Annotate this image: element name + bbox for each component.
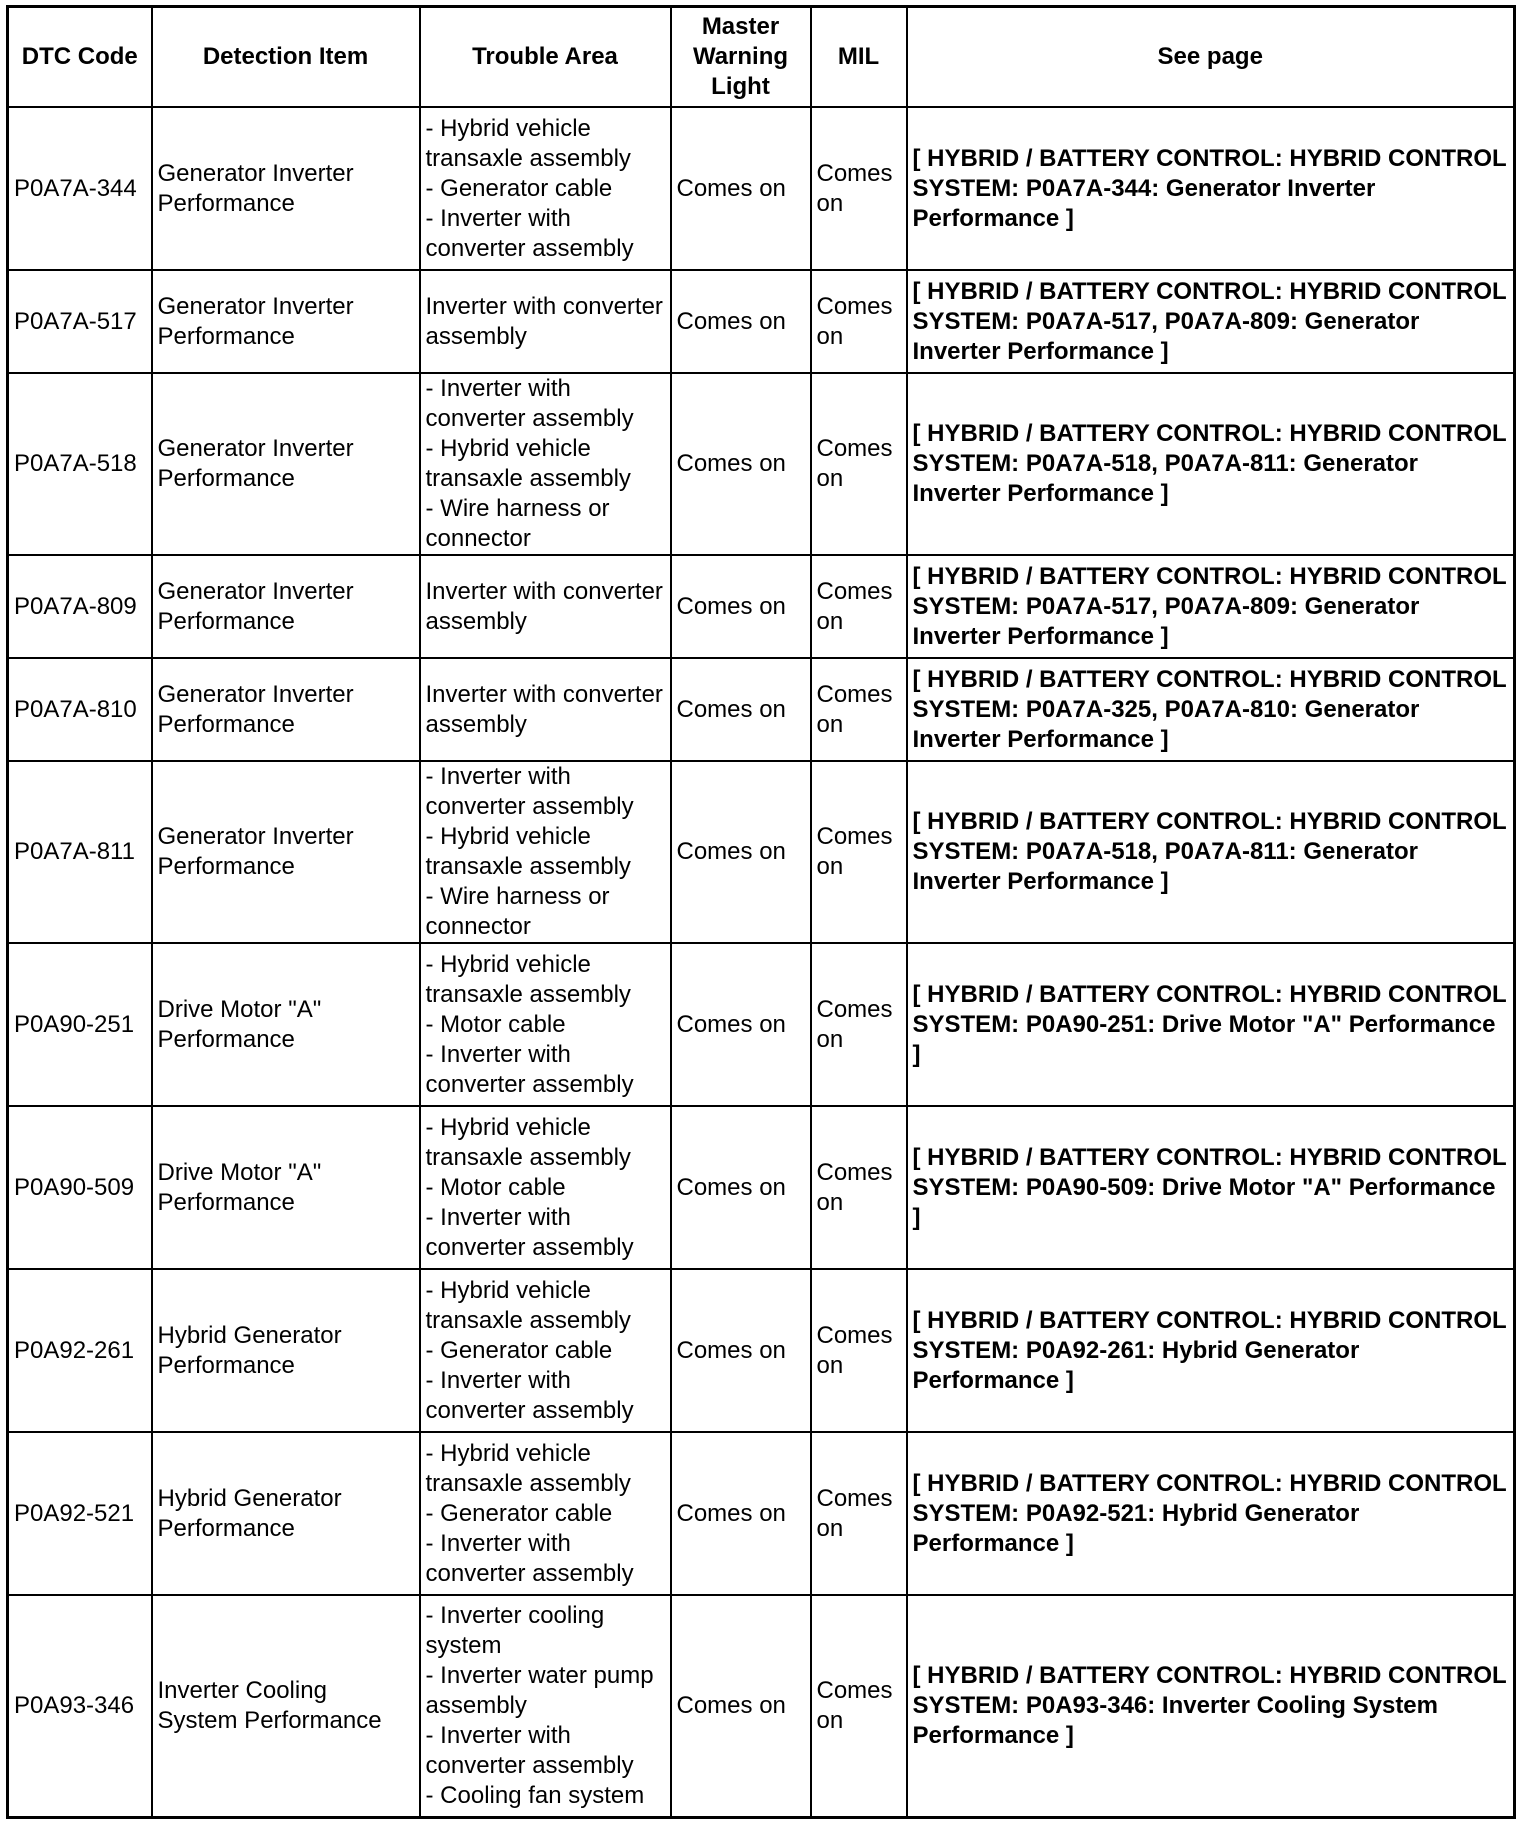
master-warning-light-cell: Comes on — [671, 761, 811, 943]
trouble-area-item: - Hybrid vehicle transaxle assembly — [425, 950, 631, 1008]
see-page-cell: [ HYBRID / BATTERY CONTROL: HYBRID CONTROL SYSTEM: P0A7A-518, P0A7A-811: Generator Inverter Performance ] — [907, 373, 1515, 555]
trouble-area-item: Inverter with converter assembly — [425, 292, 663, 350]
detection-item-cell: Generator Inverter Performance — [152, 555, 420, 658]
table-row — [8, 943, 1515, 1106]
header-row — [8, 7, 1515, 108]
trouble-area-cell — [420, 107, 671, 270]
trouble-area-item: - Hybrid vehicle transaxle assembly — [425, 114, 631, 172]
trouble-area-item: - Inverter with converter assembly — [425, 204, 634, 262]
dtc-code-cell: P0A7A-810 — [8, 658, 152, 761]
trouble-area-item: Inverter with converter assembly — [425, 577, 663, 635]
trouble-area-cell — [420, 1269, 671, 1432]
mil-cell: Comes on — [811, 373, 907, 555]
detection-item-cell: Hybrid Generator Performance — [152, 1269, 420, 1432]
see-page-cell: [ HYBRID / BATTERY CONTROL: HYBRID CONTROL SYSTEM: P0A7A-344: Generator Inverter Performance ] — [907, 107, 1515, 270]
see-page-cell: [ HYBRID / BATTERY CONTROL: HYBRID CONTROL SYSTEM: P0A7A-517, P0A7A-809: Generator Inverter Performance ] — [907, 270, 1515, 373]
trouble-area-item: - Inverter cooling system — [425, 1601, 605, 1659]
trouble-area-item: - Wire harness or connector — [425, 883, 610, 940]
dtc-code-cell: P0A90-251 — [8, 943, 152, 1106]
trouble-area-item: - Generator cable — [425, 174, 613, 202]
trouble-area-item: - Hybrid vehicle transaxle assembly — [425, 1439, 631, 1497]
trouble-area-cell — [420, 761, 671, 943]
trouble-area-cell — [420, 1432, 671, 1595]
trouble-area-item: - Inverter with converter assembly — [425, 1040, 634, 1098]
table-row — [8, 1106, 1515, 1269]
trouble-area-item: - Inverter with converter assembly — [425, 763, 634, 820]
trouble-area-item: - Hybrid vehicle transaxle assembly — [425, 1276, 631, 1334]
see-page-cell: [ HYBRID / BATTERY CONTROL: HYBRID CONTROL SYSTEM: P0A90-509: Drive Motor "A" Performance ] — [907, 1106, 1515, 1269]
master-warning-light-cell: Comes on — [671, 1432, 811, 1595]
table-row — [8, 107, 1515, 270]
dtc-code-cell: P0A7A-518 — [8, 373, 152, 555]
detection-item-cell: Generator Inverter Performance — [152, 107, 420, 270]
master-warning-light-cell: Comes on — [671, 1595, 811, 1817]
mil-cell: Comes on — [811, 1269, 907, 1432]
mil-cell: Comes on — [811, 1432, 907, 1595]
trouble-area-item: - Cooling fan system — [425, 1781, 645, 1809]
trouble-area-item: - Generator cable — [425, 1499, 613, 1527]
see-page-cell: [ HYBRID / BATTERY CONTROL: HYBRID CONTROL SYSTEM: P0A92-521: Hybrid Generator Performance ] — [907, 1432, 1515, 1595]
trouble-area-cell — [420, 270, 671, 373]
header-master-warning-light: Master Warning Light — [671, 7, 811, 108]
trouble-area-cell — [420, 555, 671, 658]
master-warning-light-cell: Comes on — [671, 555, 811, 658]
detection-item-cell: Drive Motor "A" Performance — [152, 1106, 420, 1269]
trouble-area-item: - Inverter with converter assembly — [425, 375, 634, 432]
mil-cell: Comes on — [811, 1595, 907, 1817]
table-row — [8, 761, 1515, 943]
trouble-area-cell — [420, 1595, 671, 1817]
dtc-code-cell: P0A7A-811 — [8, 761, 152, 943]
master-warning-light-cell: Comes on — [671, 658, 811, 761]
trouble-area-cell — [420, 658, 671, 761]
table-body — [8, 107, 1515, 1817]
trouble-area-item: - Wire harness or connector — [425, 495, 610, 552]
table-row — [8, 1269, 1515, 1432]
see-page-cell: [ HYBRID / BATTERY CONTROL: HYBRID CONTROL SYSTEM: P0A92-261: Hybrid Generator Performance ] — [907, 1269, 1515, 1432]
mil-cell: Comes on — [811, 270, 907, 373]
master-warning-light-cell: Comes on — [671, 373, 811, 555]
mil-cell: Comes on — [811, 943, 907, 1106]
trouble-area-item: - Inverter with converter assembly — [425, 1529, 634, 1587]
dtc-code-cell: P0A90-509 — [8, 1106, 152, 1269]
table-row — [8, 1432, 1515, 1595]
detection-item-cell: Generator Inverter Performance — [152, 373, 420, 555]
detection-item-cell: Inverter Cooling System Performance — [152, 1595, 420, 1817]
trouble-area-cell — [420, 1106, 671, 1269]
trouble-area-item: - Motor cable — [425, 1173, 566, 1201]
trouble-area-cell — [420, 943, 671, 1106]
header-dtc-code: DTC Code — [8, 7, 152, 108]
mil-cell: Comes on — [811, 761, 907, 943]
trouble-area-item: - Inverter with converter assembly — [425, 1721, 634, 1779]
header-detection-item: Detection Item — [152, 7, 420, 108]
mil-cell: Comes on — [811, 107, 907, 270]
table-row — [8, 373, 1515, 555]
detection-item-cell: Generator Inverter Performance — [152, 658, 420, 761]
mil-cell: Comes on — [811, 1106, 907, 1269]
see-page-cell: [ HYBRID / BATTERY CONTROL: HYBRID CONTROL SYSTEM: P0A7A-517, P0A7A-809: Generator Inverter Performance ] — [907, 555, 1515, 658]
dtc-code-cell: P0A7A-517 — [8, 270, 152, 373]
mil-cell: Comes on — [811, 658, 907, 761]
trouble-area-item: - Hybrid vehicle transaxle assembly — [425, 823, 631, 880]
header-mil: MIL — [811, 7, 907, 108]
mil-cell: Comes on — [811, 555, 907, 658]
table-row — [8, 555, 1515, 658]
trouble-area-item: - Inverter water pump assembly — [425, 1661, 654, 1719]
dtc-code-cell: P0A93-346 — [8, 1595, 152, 1817]
master-warning-light-cell: Comes on — [671, 1106, 811, 1269]
header-trouble-area: Trouble Area — [420, 7, 671, 108]
detection-item-cell: Drive Motor "A" Performance — [152, 943, 420, 1106]
master-warning-light-cell: Comes on — [671, 270, 811, 373]
trouble-area-item: - Hybrid vehicle transaxle assembly — [425, 435, 631, 492]
table-row — [8, 270, 1515, 373]
trouble-area-item: - Motor cable — [425, 1010, 566, 1038]
trouble-area-item: - Generator cable — [425, 1336, 613, 1364]
master-warning-light-cell: Comes on — [671, 1269, 811, 1432]
trouble-area-item: Inverter with converter assembly — [425, 680, 663, 738]
see-page-cell: [ HYBRID / BATTERY CONTROL: HYBRID CONTROL SYSTEM: P0A7A-518, P0A7A-811: Generator Inverter Performance ] — [907, 761, 1515, 943]
trouble-area-item: - Inverter with converter assembly — [425, 1366, 634, 1424]
see-page-cell: [ HYBRID / BATTERY CONTROL: HYBRID CONTROL SYSTEM: P0A7A-325, P0A7A-810: Generator Inverter Performance ] — [907, 658, 1515, 761]
trouble-area-item: - Hybrid vehicle transaxle assembly — [425, 1113, 631, 1171]
see-page-cell: [ HYBRID / BATTERY CONTROL: HYBRID CONTROL SYSTEM: P0A93-346: Inverter Cooling System Performance ] — [907, 1595, 1515, 1817]
table-row — [8, 1595, 1515, 1817]
dtc-code-cell: P0A92-261 — [8, 1269, 152, 1432]
master-warning-light-cell: Comes on — [671, 943, 811, 1106]
dtc-code-cell: P0A92-521 — [8, 1432, 152, 1595]
dtc-table — [6, 5, 1516, 1819]
trouble-area-cell — [420, 373, 671, 555]
detection-item-cell: Generator Inverter Performance — [152, 270, 420, 373]
dtc-code-cell: P0A7A-344 — [8, 107, 152, 270]
header-see-page: See page — [907, 7, 1515, 108]
table-row — [8, 658, 1515, 761]
dtc-code-cell: P0A7A-809 — [8, 555, 152, 658]
master-warning-light-cell: Comes on — [671, 107, 811, 270]
detection-item-cell: Generator Inverter Performance — [152, 761, 420, 943]
trouble-area-item: - Inverter with converter assembly — [425, 1203, 634, 1261]
detection-item-cell: Hybrid Generator Performance — [152, 1432, 420, 1595]
see-page-cell: [ HYBRID / BATTERY CONTROL: HYBRID CONTROL SYSTEM: P0A90-251: Drive Motor "A" Performance ] — [907, 943, 1515, 1106]
